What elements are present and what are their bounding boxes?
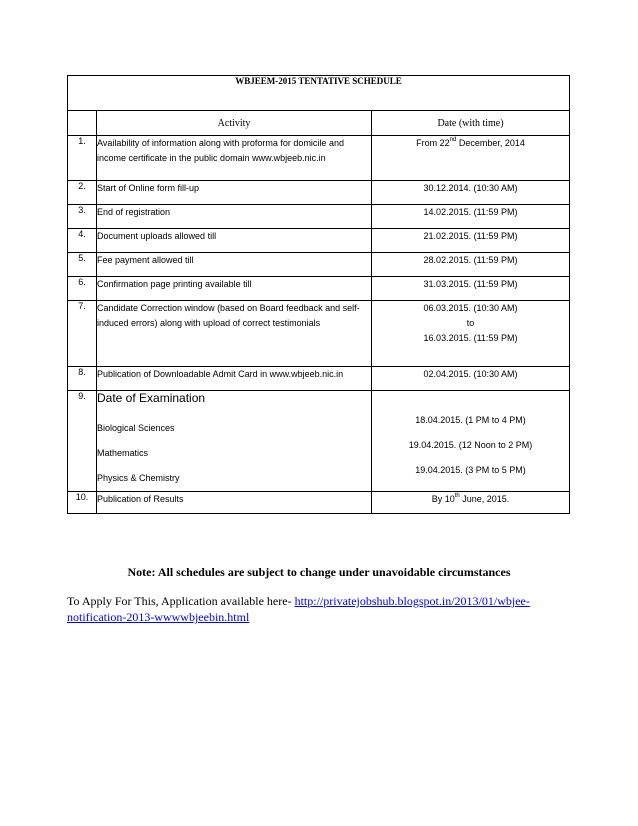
exam-date: 19.04.2015. (3 PM to 5 PM): [415, 465, 526, 475]
row-activity: Fee payment allowed till: [97, 253, 372, 277]
row-activity: Confirmation page printing available till: [97, 277, 372, 301]
table-row: [68, 492, 570, 514]
schedule-title: WBJEEM-2015 TENTATIVE SCHEDULE: [68, 76, 570, 111]
row-date: 30.12.2014. (10:30 AM): [372, 181, 570, 205]
row-activity: Publication of Downloadable Admit Card in www.wbjeeb.nic.in: [97, 367, 372, 391]
row-number: 1.: [68, 136, 97, 181]
row-activity: Start of Online form fill-up: [97, 181, 372, 205]
row-date: [372, 301, 570, 367]
row-activity: Candidate Correction window (based on Board feedback and self-induced errors) along with upload of correct testimonials: [97, 301, 372, 367]
exam-subject: Mathematics: [97, 448, 149, 458]
row-activity: Availability of information along with proforma for domicile and income certificate in the public domain www.wbjeeb.nic.in: [97, 136, 372, 181]
schedule-note: Note: All schedules are subject to change under unavoidable circumstances: [127, 565, 511, 579]
row-date: [372, 391, 570, 492]
exam-date: 19.04.2015. (12 Noon to 2 PM): [408, 440, 533, 450]
table-row: [68, 367, 570, 391]
row-date: From 22nd December, 2014: [372, 136, 570, 181]
exam-title: Date of Examination: [97, 391, 206, 405]
row-activity: Publication of Results: [97, 492, 372, 514]
apply-paragraph: [67, 593, 567, 625]
row-number: 3.: [68, 205, 97, 229]
header-date: Date (with time): [372, 111, 570, 136]
application-link[interactable]: http://privatejobshub.blogspot.in/2013/01/wbjee-notification-2013-wwwwbjeebin.html: [67, 594, 530, 624]
exam-date: 18.04.2015. (1 PM to 4 PM): [415, 415, 526, 425]
row-number: 9.: [68, 391, 97, 492]
row-date: 28.02.2015. (11:59 PM): [372, 253, 570, 277]
row-number: 4.: [68, 229, 97, 253]
date-to: to: [466, 318, 475, 328]
row-activity: [97, 391, 372, 492]
row-number: 6.: [68, 277, 97, 301]
row-number: 10.: [68, 492, 97, 514]
table-row: [68, 277, 570, 301]
row-date: 31.03.2015. (11:59 PM): [372, 277, 570, 301]
header-activity: Activity: [97, 111, 372, 136]
table-row: [68, 301, 570, 367]
apply-text: To Apply For This, Application available here-: [67, 594, 295, 608]
row-date: 02.04.2015. (10:30 AM): [372, 367, 570, 391]
row-date: By 10th June, 2015.: [372, 492, 570, 514]
date-end: 16.03.2015. (11:59 PM): [423, 333, 518, 343]
table-row: [68, 181, 570, 205]
header-number: [68, 111, 97, 136]
row-activity: End of registration: [97, 205, 372, 229]
row-activity: Document uploads allowed till: [97, 229, 372, 253]
row-date: 21.02.2015. (11:59 PM): [372, 229, 570, 253]
row-number: 8.: [68, 367, 97, 391]
schedule-table: [67, 75, 570, 514]
row-number: 5.: [68, 253, 97, 277]
row-date: 14.02.2015. (11:59 PM): [372, 205, 570, 229]
table-row: [68, 136, 570, 181]
table-row: [68, 253, 570, 277]
table-row: [68, 229, 570, 253]
date-start: 06.03.2015. (10:30 AM): [423, 303, 518, 313]
row-number: 7.: [68, 301, 97, 367]
exam-subject: Biological Sciences: [97, 423, 175, 433]
table-row: [68, 205, 570, 229]
exam-subject: Physics & Chemistry: [97, 473, 180, 483]
table-row: [68, 391, 570, 492]
row-number: 2.: [68, 181, 97, 205]
